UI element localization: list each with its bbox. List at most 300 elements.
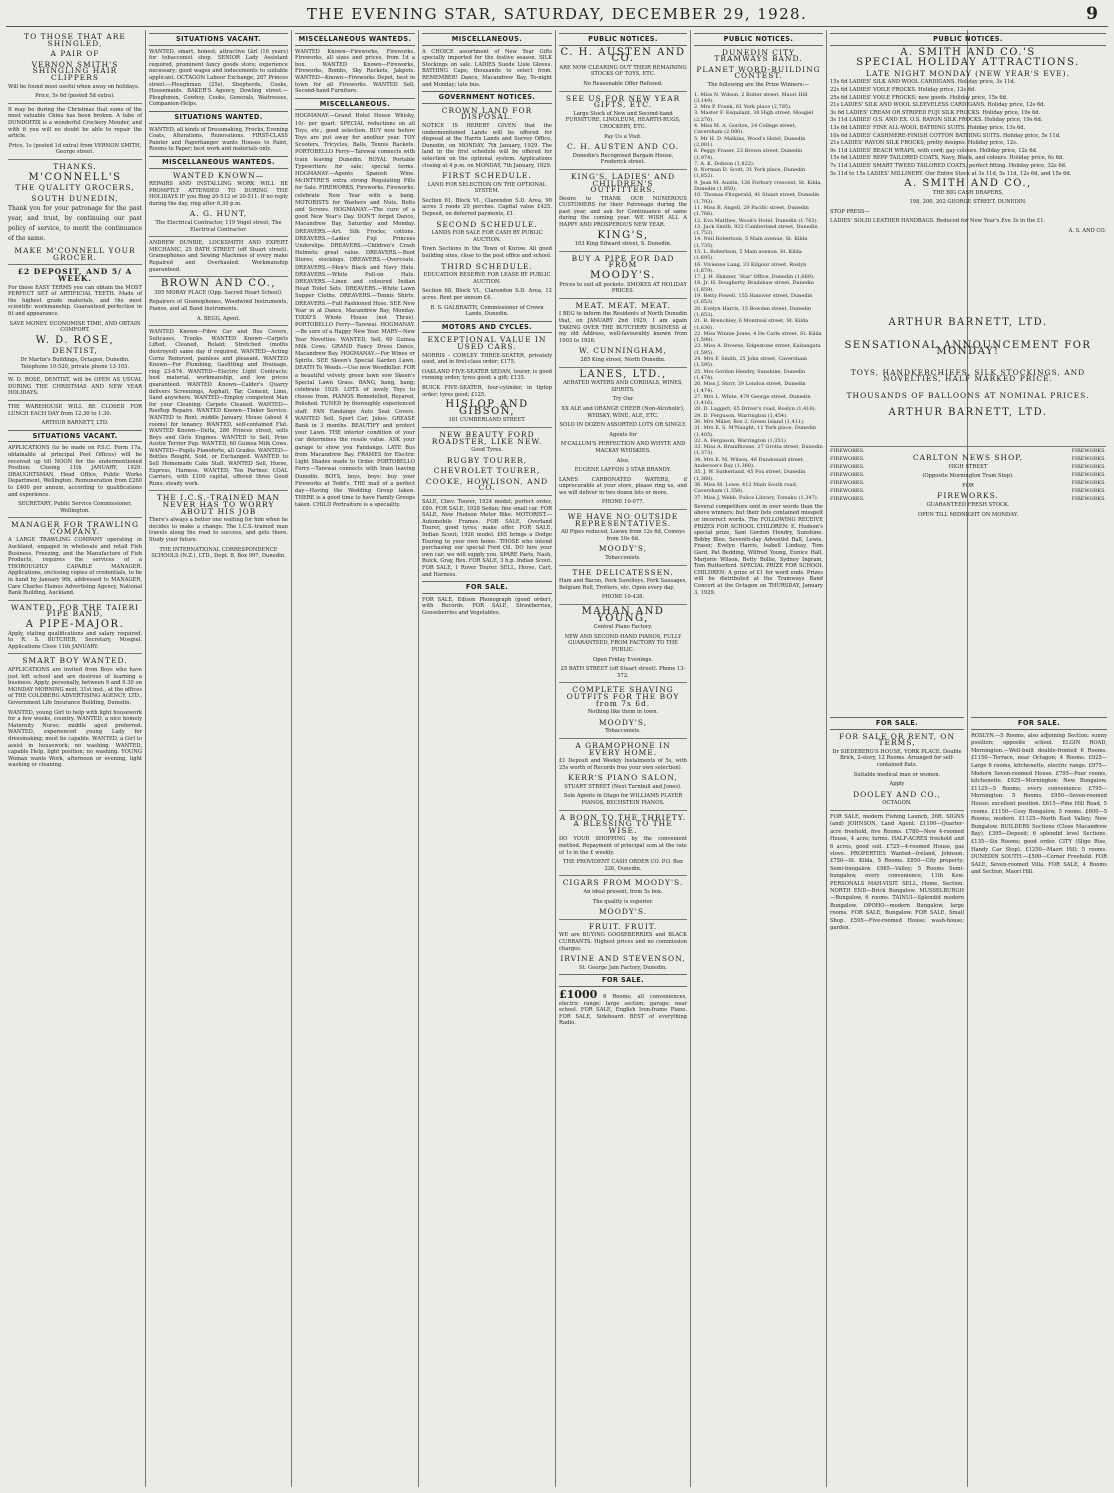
winner-entry: 18. Jr. H. Dougherty, Bradshaw street, Dunedin (1,659). <box>694 280 814 293</box>
divider <box>559 919 687 920</box>
section-for-sale: FOR SALE. <box>422 581 552 594</box>
carlton-open: OPEN TILL MIDNIGHT ON MONDAY. <box>917 511 1019 518</box>
winner-entry: 30. Mrs Miller, Box 2, Green Island (1,411). <box>694 419 805 425</box>
brown-name: BROWN AND CO., <box>160 278 277 290</box>
dooley-name: DOOLEY AND CO., <box>853 789 941 799</box>
mahan-open: Open Friday Evenings. <box>592 656 654 663</box>
column-rule <box>826 30 827 1487</box>
winner-entry: 21. R. Brenchley, 6 Montreal street, St. Kilda (1,630). <box>694 318 809 331</box>
shingled-body: Will be found most useful when away on holidays. <box>8 83 140 90</box>
car-listing: OAKLAND FIVE-SEATER SEDAN, tourer, is good running order; tyres good; a gift; £135. <box>422 368 552 382</box>
misc-wanted-ads: WANTED Known—Fireworks, Fireworks, Fireworks, all sizes and prices, from 1d a box. WANTED Known—Fireworks, Fireworks, Bombs, Sky Rockets, Jakpots. WANTED—Known—Fireworks Depot, best in town for all Fireworks. WANTED Sell, Second-hand Furniture. <box>295 48 415 95</box>
section-for-sale: FOR SALE. <box>559 974 687 987</box>
moodys-body: Prices to suit all pockets. SMOKES AT HOLIDAY PRICES. <box>559 281 687 295</box>
shaving-sub: Nothing like them in town. <box>587 709 659 716</box>
boon-body: DO YOUR SHOPPING by the convenient method. Repayment of principal sum at the rate of 1s in the £ weekly. <box>559 836 687 856</box>
divider <box>559 810 687 811</box>
fireworks-word: FIREWORKS. <box>1071 496 1106 502</box>
wanted-known-heading: WANTED KNOWN— <box>172 170 265 180</box>
warehouse-sign: ARTHUR BARNETT, LTD. <box>41 420 109 427</box>
rugby-tourer: RUGBY TOURER, <box>446 455 528 465</box>
winner-entry: 1. Miss N. Wilson, 2 Butler street, Maori Hill (3,149). <box>694 91 808 104</box>
column-6 <box>694 30 823 1487</box>
winner-entry: 34. Mrs E. M. Wilson, 46 Dundonald street, Anderson's Bay (1,360). <box>694 456 805 470</box>
barnett-sign: ARTHUR BARNETT, LTD. <box>888 406 1048 418</box>
winner-entry: 2. Mrs P. Frank, 61 York place (2,785). <box>694 104 792 111</box>
divider <box>559 509 687 510</box>
provident-sign: THE PROVIDENT CASH ORDER CO. P.O. Box 226, Dunedin. <box>563 859 683 872</box>
winner-entry: 20. Evelyn Harris, 15 Bowden street, Dunedin (1,653). <box>694 305 812 318</box>
thanks-heading: THANKS. <box>53 161 97 171</box>
fireworks-word: FIREWORKS. <box>830 456 865 462</box>
winner-entry: 27. Mrs L. White, 479 George street, Dunedin (1,416). <box>694 393 811 407</box>
pipes-body: All Pipes reduced, Loewe from 12s 6d, Comoys from 10s 6d. <box>561 529 685 542</box>
winners-list <box>694 92 823 501</box>
divider <box>559 565 687 566</box>
for-sale-price: £1000 <box>559 987 598 1001</box>
column-rule <box>291 30 292 1487</box>
section-misc-wanteds: MISCELLANEOUS WANTEDS. <box>295 33 415 46</box>
mcconnell-town: SOUTH DUNEDIN, <box>31 193 119 203</box>
meat-heading: MEAT. MEAT. MEAT. <box>575 300 671 310</box>
crown-sign: R. S. GALBRAITH, Commissioner of Crown Lands, Dunedin. <box>430 304 544 318</box>
barnett-ad <box>830 316 1106 438</box>
shingled-price: Price, 5s 6d (posted 5d extra). <box>35 93 115 100</box>
winner-entry: 26. Miss J. Storr, 39 London street, Dunedin (1,474). <box>694 381 806 394</box>
hunt-name: A. G. HUNT, <box>189 209 248 219</box>
cigars-sub: An ideal present, from 5s box. <box>583 889 663 895</box>
deposit-body: For these EASY TERMS you can obtain the MOST PERFECT SET of ARTIFICIAL TEETH. Made of the highest grade materials, and the most scientific workmanship. Guaranteed perfection in fit and appearance. <box>8 284 142 318</box>
shingled-product: VERNON SMITH'S SHINGLING HAIR CLIPPERS <box>31 59 119 82</box>
section-situations-vacant: SITUATIONS VACANT. <box>149 33 288 46</box>
siedeberg-apply: Apply <box>889 781 905 788</box>
austen-stock: Large Stock of New and Second-hand FURNITURE, LINOLEUM, HEARTH-RUGS, CROCKERY, ETC. <box>565 110 681 130</box>
third-schedule: THIRD SCHEDULE. <box>441 261 533 271</box>
section-misc-wanteds: MISCELLANEOUS WANTEDS. <box>149 156 288 169</box>
fireworks-word: FIREWORKS. <box>1071 488 1106 494</box>
cigars-heading: CIGARS FROM MOODY'S. <box>562 878 684 888</box>
misc-ads: A CHOICE assortment of New Year Gifts specially imported for the festive season. SILK Stockings on sale. LADIES Suede Lisle Gloves. BATHING Caps; thousands to select from. REMEMBER! Dance, Macandrew Bay, To-night and Monday; late bus. <box>422 48 552 88</box>
section-government-notices: GOVERNMENT NOTICES. <box>422 91 552 104</box>
cunningham-name: W. CUNNINGHAM, <box>579 346 667 356</box>
lanes-mccallum: M'CALLUM'S PERFECTION AND WHYTE AND MACKAY WHISKIES. <box>560 441 686 454</box>
chevrolet-tourer: CHEVROLET TOURER, <box>433 466 541 476</box>
column-3 <box>295 30 415 1487</box>
section-situations-wanted: SITUATIONS WANTED. <box>149 111 288 124</box>
mahan-address: 25 BATH STREET (off Stuart street). Phone 13-572. <box>560 666 686 679</box>
dundoitix-price: Price, 1s (posted 1d extra) from VERNON SMITH, George street. <box>8 142 142 156</box>
kerr-address: STUART STREET (Next Turnbull and Jones). <box>564 783 682 790</box>
car-listing: MORRIS - COWLEY THREE-SEATER, privately used, and in first-class order; £175. <box>422 352 552 366</box>
stop-press: STOP PRESS— <box>830 208 870 215</box>
smart-boy-body: APPLICATIONS are invited from Boys who have just left school and are desirous of learning a business. Apply, personally, between 9 and 9.30 on MONDAY MORNING next, 31st inst., at the offices of THE COLDBERG ADVERTISING AGENCY, LTD., Government Life Insurance Building, Dunedin. <box>8 666 142 706</box>
winner-entry: 31. Mrs E. S. M'Naught, 11 York place, Dunedin (1,405). <box>694 425 817 438</box>
divider <box>559 251 687 252</box>
column-5 <box>559 30 687 1487</box>
special-item: 7s 11d LADIES' SMART TWEED TAILORED COATS; perfect fitting. Holiday price, 32s 6d. <box>830 162 1067 169</box>
section-public-notices: PUBLIC NOTICES. <box>559 33 687 46</box>
smith-sign: A. S. AND CO. <box>1068 228 1106 235</box>
smith-title: A. SMITH AND CO.'S <box>900 46 1036 58</box>
divider <box>559 682 687 683</box>
barnett-toys: TOYS, HANDKERCHIEFS, SILK STOCKINGS, AND NOVELTIES, HALF MARKED PRICE. <box>850 367 1086 384</box>
divider <box>149 490 288 491</box>
gramophone-body: £1 Deposit and Weekly Instalments of 5s, with 25s worth of Records free your own selection). <box>559 758 687 771</box>
moodys-name-2: MOODY'S, <box>598 544 648 554</box>
carlton-address: HIGH STREET <box>948 463 988 470</box>
dooley-octagon: OCTAGON. <box>882 800 912 807</box>
divider <box>8 517 142 518</box>
newspaper-title: THE EVENING STAR, SATURDAY, DECEMBER 29, 1928. <box>306 5 808 23</box>
deposit-role: DENTIST, <box>52 346 98 356</box>
divider <box>559 298 687 299</box>
smith-ad <box>830 30 1106 312</box>
special-item: 15s 6d LADIES' SILK AND WOOL CARDIGANS. Holiday price, 3s 11d. <box>830 79 1016 86</box>
car-listing: BUICK FIVE-SEATER, four-cylinder, in tiptop order; tyres good; £125. <box>422 384 552 398</box>
good-tyres: Good Tyres. <box>471 447 503 454</box>
column-rule <box>418 30 419 1487</box>
mcconnell-sub: THE QUALITY GROCERS, <box>15 183 135 193</box>
stop-press-body: LADIES' SOLID LEATHER HANDBAGS. Reduced for New Year's Eve 3s in the £1. <box>830 218 1046 225</box>
winner-entry: 7. A. K. Dobson (1,822). <box>694 160 755 167</box>
divider <box>8 264 142 265</box>
divider <box>149 276 288 277</box>
winner-entry: 19. Betty Powell, 155 Hanover street, Dunedin (1,653). <box>694 293 813 306</box>
kerr-name: KERR'S PIANO SALON, <box>568 773 678 783</box>
delicatessen-heading: THE DELICATESSEN. <box>572 567 674 577</box>
kings-body: Desire to THANK OUR NUMEROUS CUSTOMERS for their Patronage during the past year, and ask for Continuance of same during the coming year. WE WISH ALL A HAPPY AND PROSPEROUS NEW YEAR. <box>559 195 687 229</box>
divider <box>830 810 964 811</box>
winner-entry: 33. Miss A. Brandhouse, 27 Grotta street, Dunedin (1,373). <box>694 444 823 457</box>
kings-name: KING'S, <box>597 229 649 241</box>
smith-drapers: THE BIG CASH DRAPERS, <box>932 189 1004 196</box>
carlton-fireworks: FIREWORKS. <box>937 491 999 501</box>
brown-sub: 395 MORAY PLACE (Opp. Sacred Heart School). <box>154 289 283 296</box>
special-item: 25s 6d LADIES' VOILE FROCKS; new goods. Holiday price, 15s 6d. <box>830 94 1008 101</box>
winner-entry: 10. Thomas Fitzgerald, 41 Stuart street, Dunedin (1,793). <box>694 192 820 205</box>
austen-clearing: ARE NOW CLEARING OUT THEIR REMAINING STOCKS OF TOYS, ETC. <box>559 64 687 78</box>
roadster-heading: NEW BEAUTY FORD ROADSTER, LIKE NEW. <box>431 429 543 446</box>
winner-entry: 4. Miss M. A. Gordon, 24 College street, Caversham (2,000). <box>694 123 797 136</box>
fireworks-word: FIREWORKS. <box>830 496 865 502</box>
section-for-sale: FOR SALE. <box>830 717 964 730</box>
divider <box>422 427 552 428</box>
winner-entry: 8. Norman D. Scott, 31 York place, Dunedin (1,852). <box>694 167 806 180</box>
brown-body: Repairers of Gramophones, Woodwind Instruments, Pianos, and all Band Instruments. <box>149 299 288 312</box>
deposit-address: Dr Martin's Buildings, Octagon, Dunedin. Telephone 10-520, private phone 13-103. <box>20 357 130 370</box>
moodys-name-3: MOODY'S, <box>598 717 648 727</box>
winner-entry: 17. J. H. Skinner, 'Star' Office, Dunedin (1,669). <box>694 274 815 281</box>
fireworks-border-left <box>830 447 870 521</box>
irvine-address: St. George Jam Factory, Dunedin. <box>579 964 667 971</box>
section-motors-cycles: MOTORS AND CYCLES. <box>422 321 552 334</box>
barnett-title: ARTHUR BARNETT, LTD. <box>888 317 1048 328</box>
miscellaneous-ads: HOGMANAY.—Grand Hotel House Whisky, 10/- per quart. SPECIAL reductions on all Toys, etc.; good selection. BUY now before Toys are put away for another year. TOY Scooters, Tricycles, Balls, Tennis Rackets. PORTOBELLO Ferry—Tarewai connects with train leaving Dunedin. ROYAL Portable Typewriters for sale; special terms. HOGMANAY.—Agents Spanish Wine. McINTYRE'S extra strong Regulating Pills for Sale. FIREWORKS, Fireworks, Fireworks; celebrate New Year with a bang. MOTORISTS for Washers and Nuts, Bolts and Screws. HOGMANAY.—The cure of a good New Year's Day. DON'T forget Dance, Macandrew Bay, Saturday and Monday. DREAVERS.—Art. Silk Frocks; cottons. DREAVERS.—Ladies' Fuji Princess Underslips. DREAVERS.—Children's Crash Helmets; great value. DREAVERS.—Boot Stores; stockings. DREAVERS.—Overcoats. DREAVERS.—Men's Black and Navy Hats. DREAVERS.—White Pull-on Hats. DREAVERS.—Linen and coloured Indian Head Toilet Sets. DREAVERS.—White Lawn Supper Cloths. DREAVERS.—Tennis Shirts. DREAVERS.—Full Fashioned Hose. SEE New Year in at Dance, Macandrew Bay, Monday. TODD'S Whole House (not Thrus). PORTOBELLO Ferry—Tarewai. HOGMANAY.—Be sure of a Happy New Year. MARY—New Year Novelties. WANTED, Sell, 60 Guinea Milk Cows. GRAND Fancy Dress Dance, Macandrew Bay. HOGMANAY.—For Wines or Spirits. SEE Skeen's Special Garden Lawn. DEATH To Weeds.—Use new Weedkiller. FOR a beautiful velvety green lawn sow Skeen's Special Lawn Grass. BANG, bang, bang; celebrate 1929. LOTS of lovely Toys to choose from. PIANOS Remodelled, Reyared, Polished. TUNED by thoroughly experienced staff. FAN Fandango Auto Seat Covers. WANTED Sell, Sport Car; Jukes. GREASE Bank in 3 months. BEAUTIFY and protect your Lawn. THE interior condition of your car determines the resale value. ASK your garage to show you Fandango. LATE Bus from Macandrew Bay. FRAMES for Electric Light Shades made to Order. PORTOBELLO Ferry.—Tarewai connects with train leaving Dunedin. BOYS, boys, boys: buy your Fireworks at Todd's. THE mail of a perfect day—Having the Wedding Group taken. THERE is a good time to have Family Groups taken. CHILD Portraiture is a speciality. <box>295 113 415 509</box>
column-rule <box>555 30 556 1487</box>
winner-entry: 36. Miss M. Lowe, 412 Main South road, Caversham (1,358). <box>694 481 798 495</box>
deposit-name: W. D. ROSE, <box>35 334 115 346</box>
third-schedule-sub: EDUCATION RESERVE FOR LEASE BY PUBLIC AUCTION. <box>423 272 551 285</box>
column-rule <box>145 30 146 1487</box>
moodys-tobacconists: Tobacconists. <box>605 555 641 562</box>
ics-body: There's always a better one waiting for him when he decides to make a change. The I.C.S.-trained man travels along the road to success, and gets there. Study your future. <box>149 517 288 543</box>
carlton-guaranteed: GUARANTEED FRESH STOCK. <box>926 501 1010 508</box>
winner-entry: 9. Jean M. Austin, 126 Forbury crescent, St. Kilda, Dunedin (1,850). <box>694 179 822 193</box>
locksmith-ad: ANDREW DUNBIE, LOCKSMITH AND EXPERT MECHANIC, 25 BATH STREET (off Stuart street). Gramophones and Sewing Machines of every make Repaired and Overhauled. Workmanship guaranteed. <box>149 240 288 273</box>
divider <box>559 367 687 368</box>
kerr-sub: Sole Agents in Otago for WILLIAMS PLAYER PIANOS, BECHSTEIN PIANOS. <box>563 793 683 807</box>
austen-name-2: C. H. AUSTEN AND CO. <box>566 142 680 152</box>
fireworks-word: FIREWORKS. <box>1071 448 1106 454</box>
rose-notice: W. D. ROSE, DENTIST, will be OPEN AS USUAL DURING THE CHRISTMAS AND NEW YEAR HOLIDAYS. <box>8 377 142 397</box>
no-reps-heading: WE HAVE NO OUTSIDE REPRESENTATIVES. <box>567 512 679 528</box>
tramways-heading: DUNEDIN CITY TRAMWAYS BAND. <box>714 47 803 64</box>
fireworks-word: FIREWORKS. <box>830 472 865 478</box>
special-item: 3s 11d LADIES' O.S. AND EX. O.S. RAYON SILK FROCKS. Holiday price, 19s 6d. <box>830 117 1043 124</box>
moodys-name-4: MOODY'S. <box>598 907 648 917</box>
second-schedule: SECOND SCHEDULE. <box>436 219 538 229</box>
pipe-role: A PIPE-MAJOR. <box>25 619 125 630</box>
motor-ads: SALE, Chev. Tourer, 1924 model; perfect order, £80. FOR SALE, 1928 Sedan; fine small car. FOR SALE, New Hudson Motor Bike. MOTORIST.—Automobile Frames. FOR SALE, Overland Tourer, good tyres; make offer. FOR SALE, Indian Scout; 1926 model. £65 brings a Dodge Touring to your own home. THOSE who intend purchasing our special Ford Oil. DO hire your own car; we will supply you. SPARE Parts, Nash, Buick, Gray, Rex. FOR SALE, 3 h.p. Indian Scout. FOR SALE, 1 Rover Tourer. SELL, Horse, Cart, and Harness. <box>422 499 552 578</box>
winner-entry: 15. L. Robertson, 5 Main avenue, St. Kilda (1,695). <box>694 248 802 262</box>
special-item: 3s 6d LADIES' CREAM OR STRIPED FUJI SILK FROCKS. Holiday price, 19s 6d. <box>830 109 1041 116</box>
fireworks-word: FIREWORKS. <box>1071 480 1106 486</box>
lanes-brandy: EUGENE LAFFON 3 STAR BRANDY. <box>574 467 672 474</box>
boon-heading: A BOON TO THE THRIFTY. A BLESSING TO THE WISE. <box>559 812 687 835</box>
dundoitix-ad: It may be during the Christmas that some of the most valuable China has been broken. A tube of DUNDOITIX is a wonderful Crockery Mender, and with it you will no doubt be able to repair the article. <box>8 106 142 140</box>
column-1 <box>8 30 142 1487</box>
section-for-sale: FOR SALE. <box>971 717 1107 730</box>
fruit-heading: FRUIT. FRUIT. <box>588 921 658 931</box>
hislop-address: 181 CUMBERLAND STREET. <box>448 417 526 424</box>
situations-ads: WANTED, smart, honest, attractive Girl (16 years) for tobacconist shop. SENIOR Lady Assistant required, prominent fancy goods store; experience necessary; good wages and inducements to suitable applicant. OCTAGON Labour Exchange, 207 Princes street.—Ploughman (25s), Shepherds, Cooks, Housemaids. BAKER'S Agency, Dowling street.—Ploughmen, Cowboy, Cooks, Generals, Waitresses, Companion-Helps. <box>149 48 288 108</box>
gramophone-heading: A GRAMOPHONE IN EVERY HOME. <box>575 740 671 757</box>
second-schedule-body: Town Sections in the Town of Kurow. All good building sites, close to the post office and school. <box>422 246 552 260</box>
divider <box>559 91 687 92</box>
winner-entry: 13. Jack Smith, 922 Cumberland street, Dunedin (1,753). <box>694 223 818 237</box>
winner-entry: 35. J. W. Sutherland, 45 Fox street, Dunedin (1,360). <box>694 469 806 482</box>
smart-boy-heading: SMART BOY WANTED. <box>22 656 128 666</box>
special-item: 10s 6d LADIES' CASHMERE-FINISH COTTON BATHING SUITS. Holiday price, 5s 11d. <box>830 132 1061 139</box>
mahan-sub: Central Piano Factory. <box>593 624 653 631</box>
section-public-notices: PUBLIC NOTICES. <box>694 33 823 46</box>
mahan-name: MAHAN AND YOUNG, <box>581 606 665 624</box>
fireworks-word: FIREWORKS. <box>1071 464 1106 470</box>
divider <box>8 103 142 104</box>
special-item: 13s 6d LADIES' FINE ALL-WOOL BATHING SUITS. Holiday price, 13s 6d. <box>830 124 1026 131</box>
austen-gifts: SEE US FOR NEW YEAR GIFTS, ETC. <box>565 93 681 110</box>
winner-entry: 24. Mrs F. Smith, 25 John street, Caversham (1,595). <box>694 356 807 369</box>
winner-entry: 16. Vivienne Lang, 33 Kilgour street, Roslyn (1,679). <box>694 261 807 274</box>
lanes-carbonated: LANES CARBONATED WATERS, if unprocurable at your store, please ring us, and we will deliver in two dozen lots or more. <box>559 476 687 496</box>
hislop-name: HISLOP AND GIBSON, <box>445 399 529 417</box>
winner-entry: 37. Miss J. Webb, Police Library, Tomaku (1,347). <box>694 494 819 501</box>
moodys-tobacconists-2: Tobacconists. <box>605 728 641 735</box>
divider <box>8 653 142 654</box>
winner-entry: 32. A. Ferguson, Warrington (1,351). <box>694 437 788 444</box>
fireworks-word: FIREWORKS. <box>1071 472 1106 478</box>
divider <box>559 875 687 876</box>
smith-address: 198, 200, 202 GEORGE STREET, DUNEDIN. <box>909 199 1027 206</box>
section-situations-vacant: SITUATIONS VACANT. <box>8 430 142 443</box>
winner-entry: 22. Miss Winnie Jones, 4 De Carle street, St. Kilda (1,598). <box>694 330 822 344</box>
divider <box>559 604 687 605</box>
pipe-heading: WANTED, FOR THE TAIERI PIPE BAND, <box>10 602 140 619</box>
third-schedule-body: Section 68, Block VI., Clarendon S.D. Area, 12 acres. Rent per annum £4. <box>422 288 552 301</box>
second-schedule-sub: LANDS FOR SALE FOR CASH BY PUBLIC AUCTION. <box>431 230 543 243</box>
austen-name: C. H. AUSTEN AND CO. <box>560 46 686 65</box>
mcconnell-cta: MAKE M'CONNELL YOUR GROCER. <box>14 246 136 262</box>
special-item: 5s 11d to 15s LADIES' MILLINERY. Our Entire Stock at 3s 11d, 5s 11d, 12s 6d, and 15s 6d. <box>830 170 1072 177</box>
deposit-heading: £2 DEPOSIT, AND 5/ A WEEK. <box>17 267 133 284</box>
special-item: 22s 6d LADIES' VOILE FROCKS. Holiday price, 12s 6d. <box>830 86 976 93</box>
contest-heading: PLANET WORD-BUILDING CONTEST. <box>696 64 821 81</box>
moodys-name: MOODY'S. <box>590 270 656 282</box>
situations-secretary: SECRETARY, Public Service Commissioner, Wellington. <box>18 501 132 514</box>
lanes-phone: PHONE 10-077. <box>601 499 645 506</box>
winner-entry: 12. Eva Matthes, Wood's Hotel, Dunedin (1,763). <box>694 217 819 224</box>
for-sale-left-ads: FOR SALE, modern Fishing Launch, 26ft. SIGNS (and) JOHNSON, Land Agent. £1100—Quarter-acre freehold, five Rooms. £780—New 4-roomed House, 4 acre; terms. HALF-ACRES freehold and 6 acres, good soil. £725—4-roomed House, gas stove. PROPERTIES Wanted—Ireland, Johnson. £750—St. Kilda, 5 Rooms. £850—City property; Semi-bungalow. £985—Valley; 5 Rooms Semi-bungalow, every convenience, 11th Kew. PERSONALS MAH-VISIT. SELL, Home, Section. NORTH END—Brick Bungalow. MUSSELBURGH—Bungalow, 6 rooms. TAINUI—Splendid modern Bungalow. OPOHO—modern Bungalow, large rooms. FOR SALE, Bungalow. FOR SALE, Small Shop. £595—Five-roomed House; wash-house; garden. <box>830 813 964 932</box>
siedeberg-house: Dr SIEDEBERG'S HOUSE, YORK PLACE. Double Brick, 2-story, 12 Rooms. Arranged for self-contained flats. <box>832 748 962 768</box>
delicatessen-body: Ham and Bacon, Pork Savelloys, Pork Sausages, Belgium Roll, Trotters, etc. Open every day. <box>559 578 687 591</box>
fireworks-border-right <box>1066 447 1106 521</box>
carlton-name: CARLTON NEWS SHOP, <box>912 453 1024 462</box>
section-miscellaneous: MISCELLANEOUS. <box>422 33 552 46</box>
siedeberg-suitable: Suitable medical man or women. <box>853 771 941 778</box>
buy-pipe-heading: BUY A PIPE FOR DAD FROM <box>571 253 675 270</box>
section-public-notices: PUBLIC NOTICES. <box>830 33 1106 46</box>
austen-visit: Pay Us a Visit. <box>604 133 642 140</box>
meat-body: I BEG to inform the Residents of North Dunedin that, on JANUARY 2nd 1929, I am again TAKING OVER THE BUTCHERY BUSINESS at my old Address, well-favourably known from 1903 to 1926. <box>559 311 687 344</box>
for-sale-right-ads: ROSLYN.—5 Rooms, also adjoining Section; sunny position; opposite school. ELGIN ROAD, Mornington.—Well-built double-fronted 6 Rooms. £1150—Terrace, near Octagon; 4 Rooms. £925—Large 6 rooms, kitchenette, electric range. £975—Modern Seven-roomed House. £795—Four rooms, kitchenette. £925—Mornington: New Bungalow. £1125—5 Rooms, every convenience. £795—Mornington: 5 Rooms. £950—Seven-roomed House; excellent position. £615—Pine Hill Road, 5 rooms. £1150—Cosy Bungalow, 5 rooms. £600—5 Rooms; modern. £1125—North East Valley; New Bungalow. BUILDERS Sections (Close Macandrew Bay). £395—Deposit; 6 splendid level Sections. £135—Six Rooms; good order. CITY (Sligo Rise, Handy Car Stop). £1250—Maori Hill; 5 rooms. DUNEDIN SOUTH.—£500—Corner Freehold. FOR SALE, Seven-roomed Villa. FOR SALE, 4 Rooms and Section, Maori Hill. <box>971 732 1107 876</box>
situations-body: APPLICATIONS (to be made on P.S.C. Form 17a, obtainable at principal Post Offices) will be received up till NOON for the undermentioned Position: Closing 11th JANUARY, 1929. DRAUGHTSMAN, Head Office, Public Works Department, Wellington. Remuneration from £260 to £400 per annum, according to qualifications and experience. <box>8 445 142 498</box>
for-sale-body: 6 Rooms; all conveniences, electric range; large section; garage; near school. FOR SALE, English Iron-frame Piano. FOR SALE, Sideboard. BEST of everything Radio. <box>559 993 687 1027</box>
first-schedule-sub: LAND FOR SELECTION ON THE OPTIONAL SYSTEM. <box>427 181 547 195</box>
column-rule <box>690 30 691 1487</box>
divider <box>8 373 142 374</box>
fireworks-word: FIREWORKS. <box>830 448 865 454</box>
column-2 <box>149 30 288 1487</box>
divider <box>8 400 142 401</box>
winner-entry: 5. Mr H. D. Malkins, Wood's Hotel, Dunedin (2,001). <box>694 135 806 148</box>
pipe-body: Apply, stating qualifications and salary required, to R. S. BUTCHER, Secretary, Mosgiel. Applications Close 11th JANUARY. <box>8 630 142 650</box>
warehouse-notice: THE WAREHOUSE WILL BE CLOSED FOR LUNCH EACH DAY from 12.30 to 1.30. <box>8 403 142 417</box>
specials-list <box>830 79 1106 177</box>
austen-bargain: Dunedin's Recognised Bargain House, Frederick street. <box>572 152 674 166</box>
fireworks-word: FIREWORKS. <box>1071 456 1106 462</box>
shingled-line2: A PAIR OF <box>50 49 100 59</box>
mahan-body: NEW AND SECOND-HAND PIANOS, FULLY GUARANTEED, FROM FACTORY TO THE PUBLIC. <box>564 633 682 653</box>
hunt-sub: The Electrical Contractor, 119 Vogel street, The Electrical Contractor. <box>155 220 282 233</box>
smith-sub: SPECIAL HOLIDAY ATTRACTIONS. <box>856 57 1080 69</box>
divider <box>8 159 142 160</box>
page-number: 9 <box>1086 4 1098 24</box>
lanes-agents: Agents for <box>609 431 637 438</box>
winners-intro: The following are the Prize Winners:— <box>707 81 810 88</box>
first-schedule-body: Section 61, Block VI., Clarendon S.D. Area, 90 acres 3 roods 20 perches. Capital value £425. Deposit, on deferred payments, £1. <box>422 197 552 218</box>
masthead <box>0 0 1114 26</box>
barnett-sensation: SENSATIONAL ANNOUNCEMENT FOR MONDAY! <box>844 339 1092 358</box>
fireworks-word: FIREWORKS. <box>830 464 865 470</box>
column-8 <box>971 714 1107 1487</box>
special-item: 15s 6d LADIES' REPP TAILORED COATS, Navy, Black, and colours. Holiday price, 6s 6d. <box>830 155 1064 162</box>
winner-entry: 3. Master F. Esquilant, 38 High street, Mosgiel (2,270). <box>694 110 814 123</box>
lanes-try: Try Our <box>612 396 634 403</box>
kings-address: 103 King Edward street, S. Dunedin. <box>574 241 672 248</box>
ics-sign: THE INTERNATIONAL CORRESPONDENCE SCHOOLS (N.Z.), LTD., Dept. B, Box 997, Dunedin. <box>151 546 286 560</box>
situations-wanted-ads: WANTED, all kinds of Dressmaking, Frocks, Evening Coats, Alterations, Renovations. FIRST-CLASS Painter and Paperhanger wants Houses to Paint, Rooms to Paper; best work and materials only. <box>149 126 288 153</box>
wanted-ads: WANTED Known—Fibre Car and Bus Covers, Suitcases, Trunks. WANTED Known—Carpets Lifted, Cleaned, Relaid; Stretched (moths destroyed) same day if required. WANTED—Acting Corns Removed, painless and pleasant. WANTED Known—For Plumbing, Gasfitting and Drainage, ring 23-674. WANTED—Electric Light Contracts; best material, workmanship, and low prices guaranteed. WANTED Known—Calder's Quarry delivers Screenings, Asphalt, Tar, Cement, Lime, Sand anywhere. WANTED—Employ competent Man for your Cleaning; Carpets Cleaned. WANTED—Rooftop Repairs. WANTED Known—Tinker Service. WANTED to Rent, middle January, House (about 4 rooms) for tenancy. WANTED, self-contained Flat. WANTED Known—Delta, 286 Princes street, sells Boys and Girls Engines. WANTED to Sell, Prize Austin Terrier Pup. WANTED, 60 Guinea Milk Cows. WANTED—Pupils Pianoforte, all Grades. WANTED—Bottles Bought, Sold, or Exchanged. WANTED to Sell Homemade Cake Stall. WANTED Sell, Horse, Express, Harness. WANTED, Ten Partner. COAL Carriers, with £100 capital, offered three Good Runs; steady work. <box>149 329 288 487</box>
used-cars-heading: EXCEPTIONAL VALUE IN USED CARS. <box>427 335 547 351</box>
lanes-sold: SOLD IN DOZEN ASSORTED LOTS OR SINGLY. <box>559 422 687 429</box>
masthead-rule <box>6 26 1108 27</box>
special-item: 21s LADIES' RAYON SILK FROCKS, pretty designs. Holiday price, 12s. <box>830 140 1018 147</box>
lanes-ale: XX ALE and ORANGE CHEER (Non-Alcoholic), WHISKY, WINE, ALE, ETC. <box>561 405 685 419</box>
cunningham-address: 285 King street, North Dunedin. <box>580 356 666 363</box>
late-night: LATE NIGHT MONDAY (NEW YEAR'S EVE). <box>866 68 1070 78</box>
fireworks-word: FIREWORKS. <box>830 488 865 494</box>
kings-heading: KING'S, LADIES' AND CHILDREN'S OUTFITTERS. <box>570 171 676 195</box>
delicatessen-phone: PHONE 10-438. <box>601 594 645 601</box>
cigars-sub-2: The quality is superior. <box>592 898 654 905</box>
special-item: 21s LADIES' SILK AND WOOL SLEEVELESS CARDIGANS. Holiday price, 12s 6d. <box>830 102 1046 109</box>
fireworks-word: FIREWORKS. <box>830 480 865 486</box>
hunt-body: REPAIRS AND INSTALLING WORK WILL BE PROMPTLY ATTENDED TO DURING THE HOLIDAYS IF you Ring 20-512 or 20-511. If no reply during the day, ring after 6.30 p.m. <box>149 181 288 207</box>
divider <box>149 325 288 326</box>
mcconnell-name: M'CONNELL'S <box>28 171 122 183</box>
lanes-also: Also, <box>616 457 630 464</box>
smith-name: A. SMITH AND CO., <box>904 178 1032 190</box>
divider <box>149 236 288 237</box>
deposit-economy: SAVE MONEY. ECONOMISE TIME, AND OBTAIN COMFORT. <box>9 320 141 334</box>
cooke-name: COOKE, HOWLISON, AND CO. <box>425 476 549 493</box>
carlton-for: FOR <box>962 482 974 489</box>
manager-heading: MANAGER FOR TRAWLING COMPANY. <box>11 520 139 536</box>
divider <box>559 738 687 739</box>
shingled-heading: TO THOSE THAT ARE SHINGLED, <box>24 32 126 48</box>
shaving-heading: COMPLETE SHAVING OUTFITS FOR THE BOY from 7s 6d. <box>566 685 680 708</box>
carlton-ad <box>830 446 1106 518</box>
austen-no-refund: No Reasonable Offer Refused. <box>583 80 663 87</box>
lanes-sub: AERATED WATERS AND CORDIALS, WINES, SPIRITS. <box>563 380 683 393</box>
irvine-name: IRVINE AND STEVENSON, <box>560 954 686 964</box>
brown-sign: A. BEGG, Agent. <box>196 315 241 322</box>
contest-more: Several competitors sent in over words than the above winners; but their lists contained misspelt or incorrect words. The FOLLOWING RECEIVE PRIZES FOR SCHOOL CHILDREN: E. Hudson's special prize, Sam Gordon Hendry, Sunshine. Bobby Blee, Seventh-day Adventist Ball, Lewis, Fraser, Evelyn Harris, Isabell Lindsay, Tom Gard, Pat Bedding, Wilfred Young, Eunice Hall, Marjorie Wilson, Betty Bollie, Sydney Ingram, Tom Rutherford. SPECIAL PRIZE FOR SCHOOL CHILDREN: A prize of £1 for word ends. Prizes will be distributed at the Tramways Band Concert at the Octagon on THURSDAY, January 3, 1929. <box>694 503 823 596</box>
divider <box>559 169 687 170</box>
column-7-left <box>830 714 964 1487</box>
ics-heading: THE I.C.S.-TRAINED MAN NEVER HAS TO WORRY ABOUT HIS JOB <box>156 493 281 516</box>
mcconnell-body: Thank you for your patronage for the past year, and trust, by continuing our past policy of service, to merit the continuance of the same. <box>8 205 142 243</box>
for-sale-ads: FOR SALE, Edison Phonograph (good order), with Records. FOR SALE, Strawberries, Gooseberries and Vegetables. <box>422 596 552 616</box>
for-sale-rent: FOR SALE OR RENT, ON TERMS, <box>838 731 956 748</box>
lanes-name: LANES, LTD., <box>579 368 667 380</box>
crown-land-heading: CROWN LAND FOR DISPOSAL. <box>441 105 533 122</box>
first-schedule: FIRST SCHEDULE. <box>442 171 532 181</box>
winner-entry: 23. Miss A. Browne, Edgestone street, Kaitangata (1,595). <box>694 343 821 356</box>
winner-entry: 6. Peggy Fraser, 23 Brown street, Dunedin (1,974). <box>694 148 803 161</box>
winner-entry: 14. Neil Robertson, 5 Main avenue, St. Kilda (1,735). <box>694 236 808 249</box>
crown-land-body: NOTICE IS HEREBY GIVEN that the undermentioned Lands will be offered for disposal at the Harris Lands and Survey Office, Dunedin, on MONDAY, 7th January, 1929. The land in the first schedule will be offered for selection on the optional system. Applications closing at 4 p.m. on MONDAY, 7th January, 1929. <box>422 122 552 169</box>
fruit-body: WE are BUYING GOOSEBERRIES and BLACK CURRANTS. Highest prices and no commission charges. <box>559 932 687 952</box>
wanted-ads: WANTED, young Girl to help with light housework for a few weeks, country. WANTED, a nice homely Maternity Nurse; middle aged preferred. WANTED, experienced young Lady for dressmaking; must be capable. WANTED, a Girl to assist in housework; no washing. WANTED, capable Help, light position; no washing. YOUNG Woman wants Work, afternoon or evening, light washing or cleaning. <box>8 709 142 769</box>
winner-entry: 28. D. Laggett, 65 Driver's road, Roslyn (1,416). <box>694 406 817 413</box>
column-4 <box>422 30 552 1487</box>
special-item: 9s 11d LADIES' BEACH WRAPS, with cord; gay colours. Holiday price, 12s 6d. <box>830 147 1038 154</box>
divider <box>422 495 552 496</box>
carlton-sub: (Opposite Mornington Tram Stop). <box>922 473 1014 480</box>
manager-body: A LARGE TRAWLING COMPANY operating in Auckland, engaged in wholesale and retail Fish Business, Freezing, and the Manufacture of Fish Products, requires the services of a THOROUGHLY CAPABLE MANAGER. Applications, enclosing copies of credentials, to be in hand by January 9th, addressed to MANAGER, Care Charles Haines Advertising Agency, National Bank Building, Auckland. <box>8 537 142 597</box>
winner-entry: 11. Miss B. Angell, 29 Pacific street, Dunedin (1,766). <box>694 204 809 218</box>
